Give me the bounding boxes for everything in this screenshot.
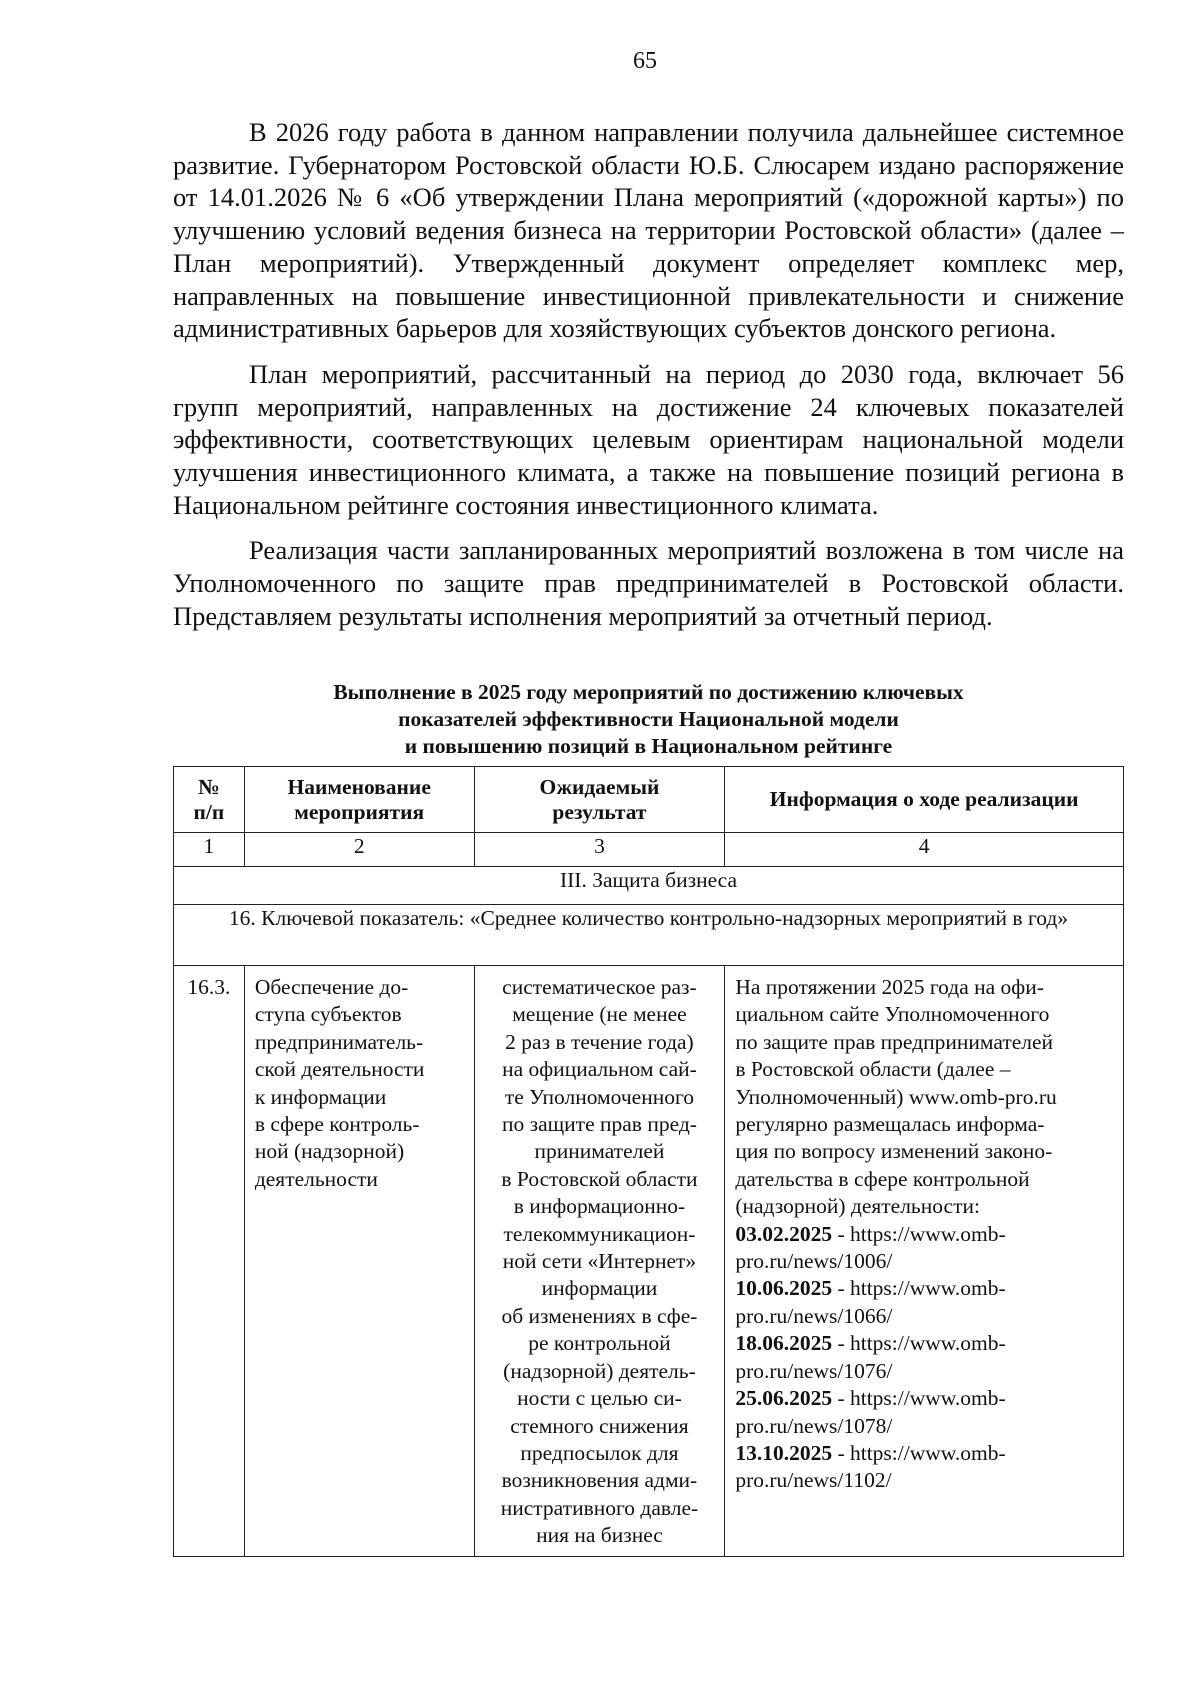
page-number: 65 [633, 48, 657, 74]
header-info: Информация о ходе реализации [725, 767, 1124, 833]
expected-result-line: возникновения адми- [501, 1468, 698, 1493]
info-line: ция по вопросу изменений законо- [735, 1139, 1053, 1164]
news-date: 13.10.2025 [735, 1440, 833, 1465]
expected-result-line: ре контрольной [528, 1331, 671, 1356]
table-header-row [174, 767, 1124, 833]
expected-result-line: те Уполномоченного [504, 1084, 695, 1109]
paragraph-3: Реализация части запланированных мероприятий возложена в том числе на Уполномоченного по защите прав предпринимателей в Ростовской области. Представляем результаты исполнения мероприятий за отчетный период. [173, 535, 1124, 631]
news-link[interactable]: pro.ru/news/1006/ [735, 1249, 893, 1274]
paragraph-1: В 2026 году работа в данном направлении получила дальнейшее системное развитие. Губернатором Ростовской области Ю.Б. Слюсарем издано распоряжение от 14.01.2026 № 6 «Об утверждении Плана мероприятий («дорожной карты») по улучшению условий ведения бизнеса на территории Ростовской области» (далее – План мероприятий). Утвержденный документ определяет комплекс мер, направленных на повышение инвестиционной привлекательности и снижение административных барьеров для хозяйствующих субъектов донского региона. [173, 117, 1124, 344]
measure-name-line: деятельности [254, 1166, 378, 1191]
news-entry [735, 1385, 1115, 1412]
news-entry [735, 1275, 1115, 1302]
expected-result-line: в информационно- [513, 1194, 686, 1219]
expected-result-line: в Ростовской области [501, 1166, 698, 1191]
measure-name-line: ступа субъектов [254, 1002, 402, 1027]
info-line: регулярно размещалась информа- [735, 1112, 1045, 1137]
report-table [173, 766, 1124, 1557]
measure-name-line: к информации [254, 1084, 387, 1109]
news-entry [735, 1330, 1115, 1357]
news-link[interactable]: pro.ru/news/1076/ [735, 1358, 893, 1383]
news-date: 25.06.2025 [735, 1386, 833, 1411]
indicator-row [174, 905, 1124, 966]
expected-result-line: ности с целью си- [517, 1386, 682, 1411]
expected-result-line: телекоммуникацион- [503, 1221, 696, 1246]
news-link[interactable]: https://www.omb- [849, 1221, 1006, 1246]
section-row [174, 867, 1124, 905]
expected-result-line: (надзорной) деятель- [503, 1358, 696, 1383]
column-number: 4 [725, 833, 1124, 867]
measure-name-line: предприниматель- [254, 1029, 424, 1054]
column-number-row [174, 833, 1124, 867]
news-date: 18.06.2025 [735, 1331, 833, 1356]
measure-name-line: ной (надзорной) [254, 1139, 405, 1164]
news-date: 03.02.2025 [735, 1221, 833, 1246]
news-link[interactable]: https://www.omb- [849, 1331, 1006, 1356]
section-title: III. Защита бизнеса [174, 867, 1124, 905]
news-link[interactable]: https://www.omb- [849, 1440, 1006, 1465]
table-row [174, 966, 1124, 1557]
header-name: Наименование мероприятия [244, 767, 474, 833]
row-number: 16.3. [174, 966, 245, 1557]
info-line: по защите прав предпринимателей [735, 1029, 1054, 1054]
expected-result-line: по защите прав пред- [501, 1112, 697, 1137]
expected-result-line: принимателей [534, 1139, 665, 1164]
news-link[interactable]: pro.ru/news/1066/ [735, 1303, 893, 1328]
news-separator: - [832, 1276, 850, 1301]
expected-result-line: ной сети «Интернет» [502, 1249, 697, 1274]
indicator-title: 16. Ключевой показатель: «Среднее количество контрольно-надзорных мероприятий в год» [174, 905, 1124, 966]
paragraph-2: План мероприятий, рассчитанный на период до 2030 года, включает 56 групп мероприятий, направленных на достижение 24 ключевых показателей эффективности, соответствующих целевым ориентирам национальной модели улучшения инвестиционного климата, а также на повышение позиций региона в Национальном рейтинге состояния инвестиционного климата. [173, 358, 1124, 520]
info-line: (надзорной) деятельности: [735, 1194, 980, 1219]
news-separator: - [832, 1221, 850, 1246]
column-number: 1 [174, 833, 245, 867]
news-link[interactable]: pro.ru/news/1078/ [735, 1413, 893, 1438]
news-entry [735, 1221, 1115, 1248]
expected-result-line: нистративного давле- [500, 1495, 699, 1520]
news-separator: - [832, 1440, 850, 1465]
info-line: дательства в сфере контрольной [735, 1166, 1030, 1191]
measure-name-line: в сфере контроль- [254, 1112, 420, 1137]
measure-name [244, 966, 474, 1557]
expected-result-line: на официальном сай- [502, 1057, 697, 1082]
header-expected: Ожидаемый результат [474, 767, 725, 833]
implementation-info [725, 966, 1124, 1557]
expected-result-line: 2 раз в течение года) [505, 1029, 694, 1054]
measure-name-line: ской деятельности [254, 1057, 425, 1082]
news-link[interactable]: https://www.omb- [849, 1276, 1006, 1301]
column-number: 2 [244, 833, 474, 867]
info-line: Уполномоченный) www.omb-pro.ru [735, 1084, 1057, 1109]
table-title: Выполнение в 2025 году мероприятий по достижению ключевых показателей эффективности Национальной модели и повышению позиций в Национальном рейтинге [333, 680, 964, 758]
expected-result [474, 966, 725, 1557]
info-line: в Ростовской области (далее – [735, 1057, 1011, 1082]
info-line: циальном сайте Уполномоченного [735, 1002, 1050, 1027]
expected-result-line: стемного снижения [510, 1413, 689, 1438]
body-text [173, 116, 1124, 646]
expected-result-line: об изменениях в сфе- [501, 1303, 698, 1328]
header-no: № п/п [174, 767, 245, 833]
news-entry [735, 1440, 1115, 1467]
news-link[interactable]: https://www.omb- [849, 1386, 1006, 1411]
news-date: 10.06.2025 [735, 1276, 833, 1301]
news-separator: - [832, 1386, 850, 1411]
info-line: На протяжении 2025 года на офи- [735, 975, 1044, 999]
measure-name-line: Обеспечение до- [254, 975, 409, 999]
news-separator: - [832, 1331, 850, 1356]
expected-result-line: информации [541, 1276, 658, 1301]
expected-result-line: ния на бизнес [536, 1523, 663, 1548]
column-number: 3 [474, 833, 725, 867]
expected-result-line: предпосылок для [520, 1440, 679, 1465]
expected-result-line: мещение (не менее [512, 1002, 687, 1027]
news-link[interactable]: pro.ru/news/1102/ [735, 1468, 892, 1493]
expected-result-line: систематическое раз- [502, 975, 697, 999]
